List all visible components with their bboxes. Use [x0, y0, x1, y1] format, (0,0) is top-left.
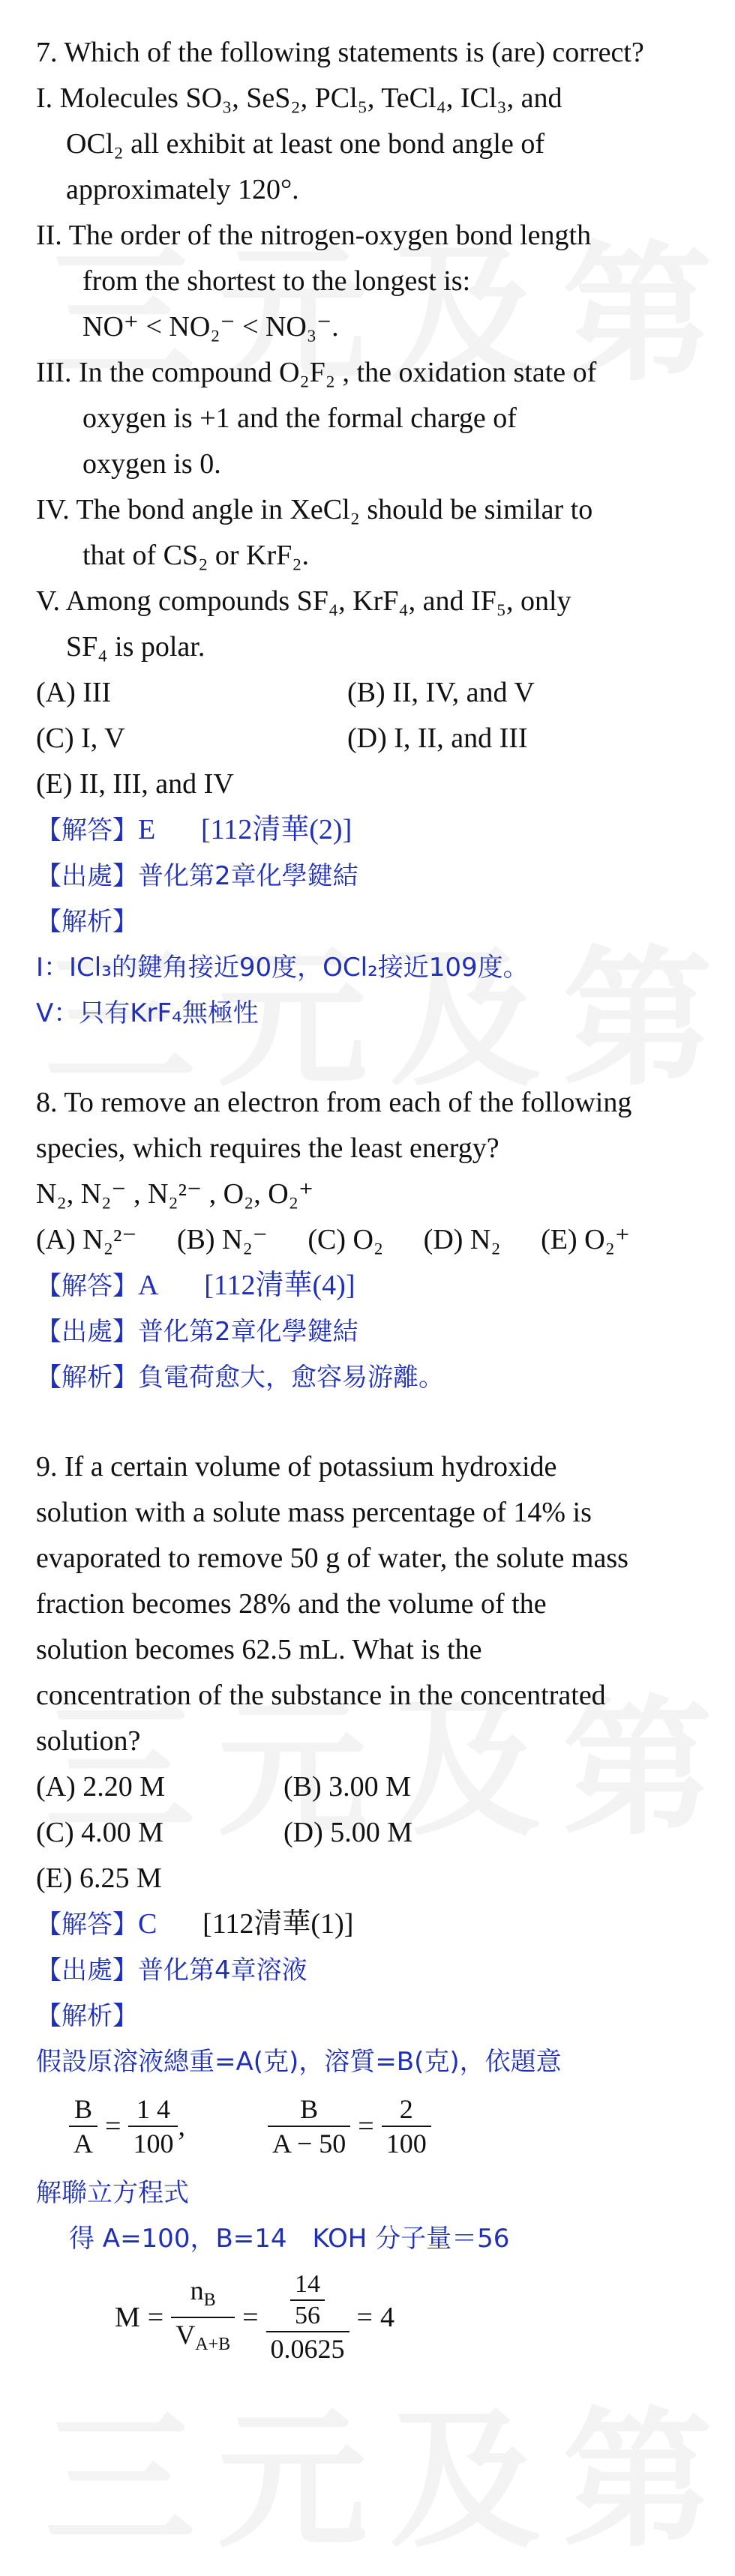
source-value: 普化第4章溶液	[138, 1955, 308, 1985]
volume-subscript: A+B	[195, 2335, 231, 2355]
q7-statement-3: III. In the compound O₂F₂ , the oxidation state of	[36, 357, 597, 388]
q9-stem: solution with a solute mass percentage of 14% is	[36, 1497, 592, 1528]
q9-options-row	[36, 1764, 711, 1810]
answer-value: A	[138, 1270, 159, 1301]
source-value: 普化第2章化學鍵結	[138, 1317, 358, 1347]
q8-option-d: (D) N₂	[423, 1224, 501, 1255]
q9-option-b: (B) 3.00 M	[284, 1771, 411, 1803]
fraction	[268, 2093, 350, 2160]
q9-explanation-label: 【解析】	[36, 2001, 138, 2031]
watermark	[45, 2361, 735, 2576]
source-label: 【出處】	[36, 1955, 138, 1985]
q9-stem: fraction becomes 28% and the volume of the	[36, 1588, 547, 1620]
q8-stem: 8. To remove an electron from each of the following	[36, 1087, 632, 1118]
q9-option-c: (C) 4.00 M	[36, 1817, 164, 1848]
q8-option-e: (E) O₂⁺	[541, 1224, 630, 1255]
q9-option-d: (D) 5.00 M	[284, 1817, 413, 1848]
q8-options-row	[36, 1217, 711, 1263]
q9-explanation: 假設原溶液總重=A(克)，溶質=B(克)，依題意	[36, 2047, 562, 2077]
q9-explanation: 解聯立方程式	[36, 2178, 189, 2208]
answer-reference: [112清華(4)]	[204, 1270, 356, 1301]
moles-symbol: n	[190, 2275, 204, 2305]
q8-option-a: (A) N₂²⁻	[36, 1224, 137, 1255]
source-label: 【出處】	[36, 1317, 138, 1347]
q9-source	[36, 1948, 711, 1994]
answer-label: 【解答】	[36, 815, 138, 845]
q7-statement-1: approximately 120°.	[66, 174, 299, 205]
molarity-symbol: M	[115, 2302, 140, 2333]
source-label: 【出處】	[36, 861, 138, 891]
numerator: B	[69, 2093, 98, 2127]
q7-stem: 7. Which of the following statements is (are) correct?	[36, 37, 644, 68]
q8-stem: species, which requires the least energy?	[36, 1132, 500, 1164]
numerator: 14	[290, 2269, 325, 2301]
q7-statement-1: I. Molecules SO₃, SeS₂, PCl₅, TeCl₄, ICl₃, and	[36, 82, 562, 114]
numerator: 2	[382, 2093, 431, 2127]
molarity-result: 4	[380, 2302, 394, 2333]
fraction	[382, 2093, 431, 2160]
denominator: A − 50	[272, 2129, 346, 2159]
numerator: 1 4	[128, 2093, 178, 2127]
q7-option-d: (D) I, II, and III	[347, 723, 528, 754]
answer-reference: [112清華(2)]	[201, 814, 352, 845]
answer-value: C	[138, 1908, 158, 1940]
denominator: 56	[295, 2302, 321, 2329]
q9-option-e: (E) 6.25 M	[36, 1862, 162, 1894]
q7-statement-3: oxygen is 0.	[82, 448, 221, 480]
fraction	[266, 2269, 350, 2365]
q9-explanation: 得 A=100，B=14 KOH 分子量＝56	[69, 2224, 510, 2254]
q7-explanation: V：只有KrF₄無極性	[36, 998, 259, 1028]
molarity-equation: M = $\frac{n_B}{V_{A+B}}$ = $\frac{\frac{14}{56}}{0.0625}$ = 4	[115, 2270, 394, 2364]
q7-options-row	[36, 670, 711, 716]
document	[36, 30, 711, 2365]
q7-statement-2: II. The order of the nitrogen-oxygen bond length	[36, 220, 592, 251]
denominator: 0.0625	[270, 2334, 345, 2364]
q8-explanation	[36, 1355, 711, 1401]
answer-value: E	[138, 814, 156, 845]
q7-options-row	[36, 716, 711, 761]
q9-stem: solution?	[36, 1725, 141, 1757]
q7-statement-5: SF₄ is polar.	[66, 631, 206, 663]
answer-label: 【解答】	[36, 1910, 138, 1940]
q7-option-e: (E) II, III, and IV	[36, 768, 234, 800]
q8-option-b: (B) N₂⁻	[176, 1224, 268, 1255]
volume-symbol: V	[176, 2320, 196, 2350]
source-value: 普化第2章化學鍵結	[138, 861, 358, 891]
q7-statement-3: oxygen is +1 and the formal charge of	[82, 402, 517, 434]
q9-option-a: (A) 2.20 M	[36, 1771, 166, 1803]
q7-statement-4: IV. The bond angle in XeCl₂ should be similar to	[36, 494, 593, 525]
answer-reference: [112清華(1)]	[202, 1908, 354, 1940]
q7-explanation-label: 【解析】	[36, 907, 138, 937]
q7-statement-4: that of CS₂ or KrF₂.	[82, 540, 309, 571]
denominator: 100	[386, 2129, 427, 2159]
explanation-value: 負電荷愈大，愈容易游離。	[138, 1363, 444, 1393]
numerator: B	[268, 2093, 350, 2127]
answer-label: 【解答】	[36, 1271, 138, 1301]
denominator: A	[74, 2129, 93, 2159]
q7-source	[36, 854, 711, 899]
q7-statement-1: OCl₂ all exhibit at least one bond angle of	[66, 128, 544, 160]
q7-statement-2: from the shortest to the longest is:	[82, 265, 471, 297]
q8-option-c: (C) O₂	[308, 1224, 384, 1255]
q7-explanation: I：ICl₃的鍵角接近90度，OCl₂接近109度。	[36, 953, 529, 983]
q7-option-a: (A) III	[36, 677, 112, 708]
fraction	[69, 2093, 98, 2160]
q9-answer	[36, 1901, 711, 1948]
q9-stem: solution becomes 62.5 mL. What is the	[36, 1634, 482, 1665]
q7-statement-2: NO⁺ < NO₂⁻ < NO₃⁻.	[82, 311, 339, 343]
q7-option-c: (C) I, V	[36, 723, 125, 754]
q9-options-row	[36, 1810, 711, 1856]
denominator: 100	[133, 2129, 174, 2159]
q9-stem: evaporated to remove 50 g of water, the solute mass	[36, 1542, 628, 1574]
fraction	[128, 2093, 178, 2160]
q7-answer	[36, 807, 711, 854]
q7-option-b: (B) II, IV, and V	[347, 677, 535, 708]
q7-statement-5: V. Among compounds SF₄, KrF₄, and IF₅, only	[36, 585, 572, 617]
explanation-label: 【解析】	[36, 1363, 138, 1393]
q8-species: N₂, N₂⁻ , N₂²⁻ , O₂, O₂⁺	[36, 1178, 314, 1210]
q8-source	[36, 1309, 711, 1355]
q9-stem: 9. If a certain volume of potassium hydroxide	[36, 1451, 557, 1482]
q8-answer	[36, 1263, 711, 1309]
q9-stem: concentration of the substance in the concentrated	[36, 1680, 606, 1711]
moles-subscript: B	[203, 2290, 216, 2310]
equation-row: $\frac{B}{A}$ = $\frac{1 4}{100}$ , $\frac{B}{A - 50}$ = $\frac{2}{100}$	[36, 2093, 711, 2160]
fraction	[171, 2274, 235, 2361]
fraction	[290, 2269, 325, 2331]
